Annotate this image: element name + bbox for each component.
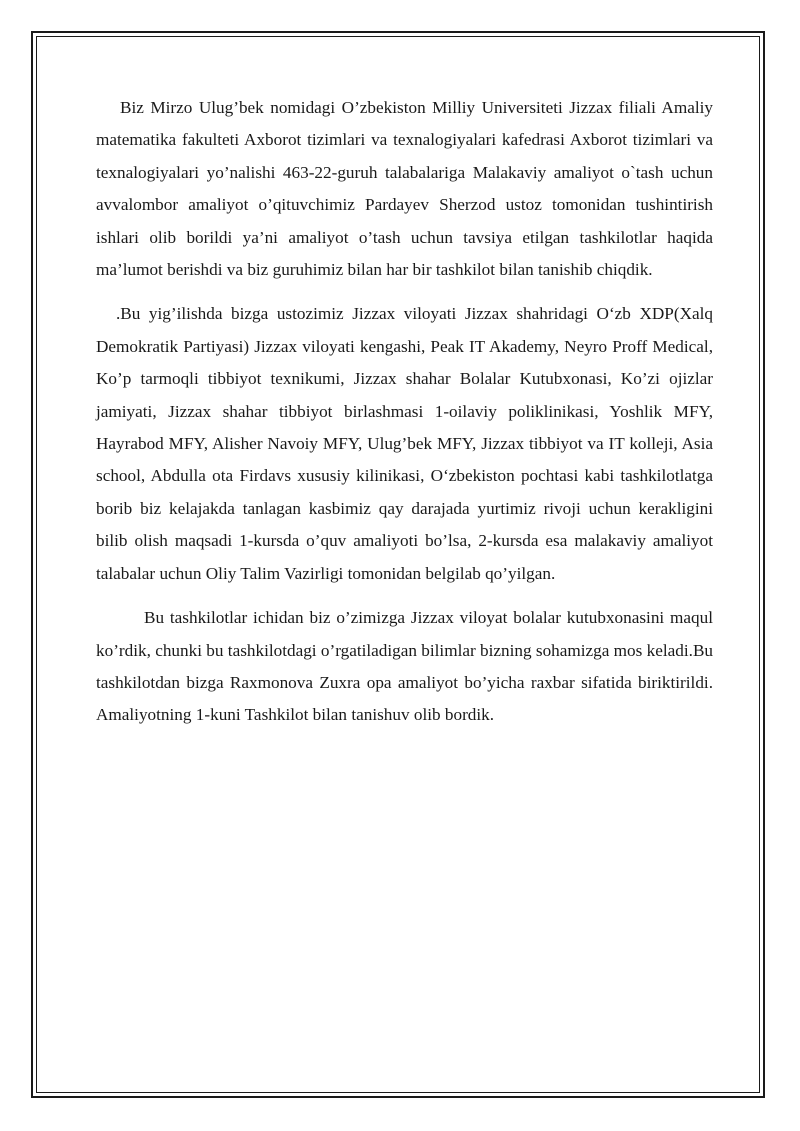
paragraph-chosen-organization: Bu tashkilotlar ichidan biz o’zimizga Jizzax viloyat bolalar kutubxonasini maqul ko’rdik, chunki bu tashkilotdagi o’rgatiladigan bilimlar bizning sohamizga mos keladi.Bu tashkilotdan bizga Raxmonova Zuxra opa amaliyot bo’yicha raxbar sifatida biriktirildi. Amaliyotning 1-kuni Tashkilot bilan tanishuv olib bordik. bbox=[96, 608, 713, 725]
paragraph-intro: Biz Mirzo Ulug’bek nomidagi O’zbekiston Milliy Universiteti Jizzax filiali Amaliy matematika fakulteti Axborot tizimlari va texnalogiyalari kafedrasi Axborot tizimlari va texnalogiyalari yo’nalishi 463-22-guruh talabalariga Malakaviy amaliyot o`tash uchun avvalombor amaliyot o’qituvchimiz Pardayev Sherzod ustoz tomonidan tushintirish ishlari olib borildi ya’ni amaliyot o’tash uchun tavsiya etilgan tashkilotlar haqida ma’lumot berishdi va biz guruhimiz bilan har bir tashkilot bilan tanishib chiqdik. bbox=[96, 98, 713, 280]
paragraph-organizations: .Bu yig’ilishda bizga ustozimiz Jizzax viloyati Jizzax shahridagi O‘zb XDP(Xalq Demokratik Partiyasi) Jizzax viloyati kengashi, Peak IT Akademy, Neyro Proff Medical, Ko’p tarmoqli tibbiyot texnikumi, Jizzax shahar Bolalar Kutubxonasi, Ko’zi ojizlar jamiyati, Jizzax shahar tibbiyot birlashmasi 1-oilaviy poliklinikasi, Yoshlik MFY, Hayrabod MFY, Alisher Navoiy MFY, Ulug’bek MFY, Jizzax tibbiyot va IT kolleji, Asia school, Abdulla ota Firdavs xususiy kilinikasi, O‘zbekiston pochtasi kabi tashkilotlatga borib biz kelajakda tanlagan kasbimiz qay darajada yurtimiz rivoji uchun kerakligini bilib olish maqsadi 1-kursda o’quv amaliyoti bo’lsa, 2-kursda esa malakaviy amaliyot talabalar uchun Oliy Talim Vazirligi tomonidan belgilab qo’yilgan. bbox=[96, 304, 713, 583]
document-body bbox=[96, 92, 713, 732]
